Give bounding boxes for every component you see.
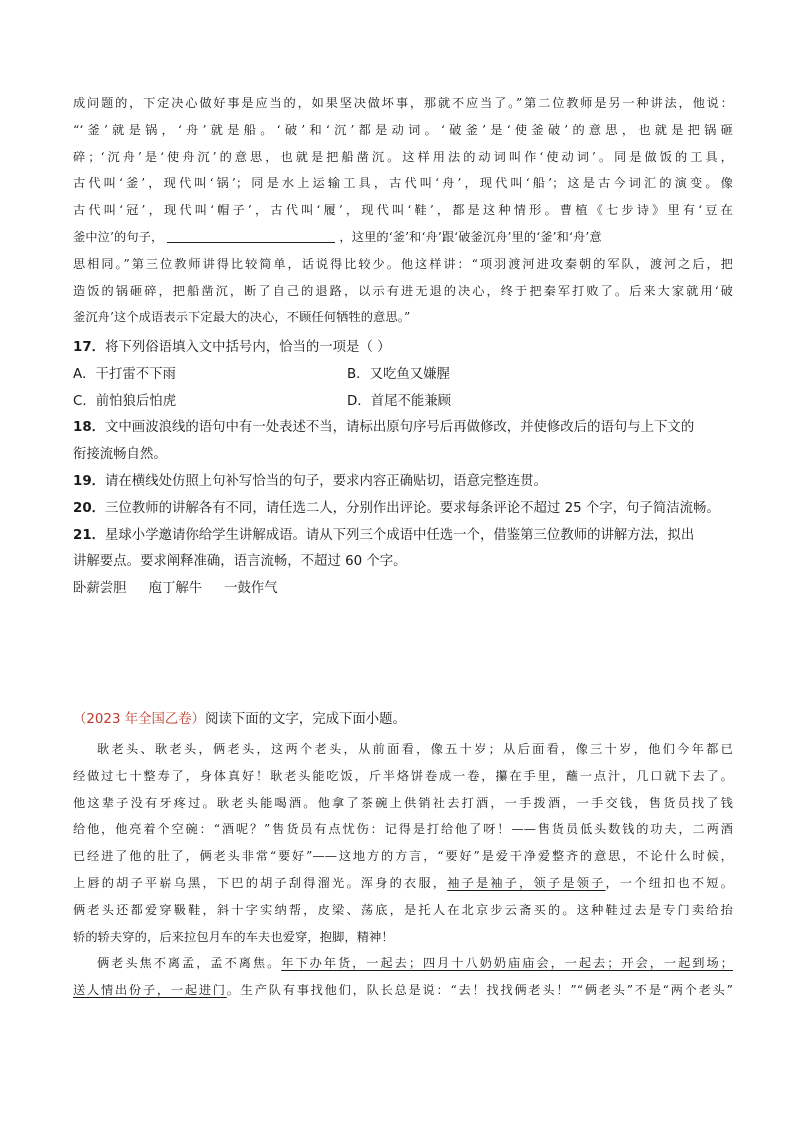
options-row (73, 389, 733, 416)
section-heading (73, 707, 733, 734)
passage-line: 俩老头还都爱穿靸鞋，斜十字实纳帮，皮梁、荡底，是托人在北京步云斋买的。这种鞋过去是专门卖给抬 (73, 902, 733, 917)
option-c[interactable]: C．前怕狼后怕虎 (73, 393, 177, 409)
passage-line: 已经进了他的肚了，俩老头非常“要好”——这地方的方言，“要好”是爱干净爱整齐的意思，不论什么时候， (73, 849, 733, 864)
passage-text: 俩老头焦不离孟，孟不离焦。 (97, 956, 282, 971)
option-a[interactable]: A．干打雷不下雨 (73, 366, 176, 382)
passage-line (73, 950, 733, 977)
passage-line: 耿老头、耿老头，俩老头，这两个老头，从前面看，像五十岁；从后面看，像三十岁，他们今年都已 (97, 742, 733, 756)
passage-text: ，这里的‘釜’和‘舟’跟‘破釜沉舟’里的‘釜’和‘舟’意 (339, 229, 602, 244)
passage-one (73, 90, 733, 331)
question-21 (73, 523, 733, 550)
passage-line: 釜沉舟’这个成语表示下定最大的决心，不顾任何牺牲的意思。” (73, 310, 411, 325)
fill-blank-line[interactable] (167, 228, 335, 243)
instruction-text: 阅读下面的文字，完成下面小题。 (205, 712, 406, 727)
question-number: 18． (73, 420, 106, 436)
passage-line (73, 870, 733, 897)
underlined-text: 袖子是袖子，领子是领子 (447, 875, 606, 890)
passage-line: 成问题的，下定决心做好事是应当的，如果坚决做坏事，那就不应当了。”第二位教师是另一种讲法，他说： (73, 96, 733, 110)
question-number: 17． (73, 340, 106, 355)
passage-line: 古代叫‘冠’，现代叫‘帽子’，古代叫‘履’，现代叫‘鞋’，都是这种情形。曹植《七步诗》里有‘豆在 (73, 203, 733, 218)
question-text: 将下列俗语填入文中括号内，恰当的一项是（ ） (105, 340, 391, 355)
idiom-item: 一鼓作气 (224, 581, 278, 597)
question-text: 星球小学邀请你给学生讲解成语。请从下列三个成语中任选一个，借鉴第三位教师的讲解方法，拟出 (105, 527, 695, 543)
idiom-item: 庖丁解牛 (148, 581, 203, 597)
question-21-cont: 讲解要点。要求阐释准确，语言流畅，不超过 60 个字。 (73, 554, 407, 570)
passage-text: 上唇的胡子平崭乌黑，下巴的胡子刮得溜光。浑身的衣服， (73, 875, 448, 890)
question-list (73, 335, 733, 603)
passage-line: 古代叫‘釜’，现代叫‘锅’；同是水上运输工具，古代叫‘舟’，现代叫‘船’；这是古今词汇的演变。像 (73, 176, 733, 191)
passage-two (73, 736, 733, 1004)
question-text: 请在横线处仿照上句补写恰当的句子，要求内容正确贴切，语意完整连贯。 (105, 473, 547, 489)
question-number: 21． (73, 527, 106, 543)
idiom-item: 卧薪尝胆 (73, 581, 127, 597)
passage-line (73, 977, 733, 1004)
passage-line: 碎；‘沉舟’是‘使舟沉’的意思，也就是把船凿沉。这样用法的动词叫作‘使动词’。同是做饭的工具， (73, 149, 733, 164)
question-text: 三位教师的讲解各有不同，请任选二人，分别作出评论。要求每条评论不超过 25 个字，句子简洁流畅。 (105, 500, 720, 516)
option-d[interactable]: D．首尾不能兼顾 (347, 393, 452, 409)
question-18 (73, 415, 733, 442)
passage-line-with-blank (73, 224, 733, 251)
passage-line: 造饭的锅砸碎，把船凿沉，断了自己的退路，以示有进无退的决心，终于把秦军打败了。后来大家就用‘破 (73, 283, 733, 298)
question-19 (73, 469, 733, 496)
question-number: 20． (73, 500, 106, 516)
passage-text: ，一个纽扣也不短。 (605, 875, 733, 890)
idiom-list (73, 576, 733, 603)
passage-line: 经做过七十整寿了，身体真好！耿老头能吃饭，斤半烙饼卷成一卷，攥在手里，蘸一点汁，几口就下去了。 (73, 768, 733, 783)
underlined-text: 年下办年货，一起去；四月十八奶奶庙庙会，一起去；开会，一起到场； (281, 956, 733, 971)
underlined-text: 送人情出份子，一起进门 (73, 983, 227, 998)
question-17 (73, 335, 733, 362)
passage-line: 他这辈子没有牙疼过。耿老头能喝酒。他拿了茶碗上供销社去打酒，一手拨酒，一手交钱，售货员找了钱 (73, 795, 733, 810)
section-two (73, 707, 733, 734)
passage-line: 思相同。”第三位教师讲得比较简单，话说得比较少。他这样讲：“项羽渡河进攻秦朝的军队，渡河之后，把 (73, 256, 733, 271)
question-text: 文中画波浪线的语句中有一处表述不当，请标出原句序号后再做修改，并使修改后的语句与上下文的 (105, 420, 695, 436)
passage-line: “‘釜’就是锅，‘舟’就是船。‘破’和‘沉’都是动词。‘破釜’是‘使釜破’的意思，也就是把锅砸 (73, 122, 733, 137)
passage-line: 轿的轿夫穿的，后来拉包月车的车夫也爱穿，抱脚，精神！ (73, 929, 394, 944)
passage-line: 给他，他亮着个空碗：“酒呢？”售货员有点忧伤：记得是打给他了呀！——售货员低头数钱的功夫，二两酒 (73, 822, 733, 837)
source-label: （2023 年全国乙卷） (73, 712, 206, 727)
passage-text: 釜中泣’的句子， (73, 229, 164, 244)
passage-text: 。生产队有事找他们，队长总是说：“去！找找俩老头！”“俩老头”不是“两个老头” (226, 983, 734, 998)
option-b[interactable]: B．又吃鱼又嫌腥 (347, 366, 450, 382)
options-row (73, 362, 733, 389)
question-20 (73, 496, 733, 523)
question-18-cont: 衔接流畅自然。 (73, 447, 167, 463)
question-number: 19． (73, 473, 106, 489)
